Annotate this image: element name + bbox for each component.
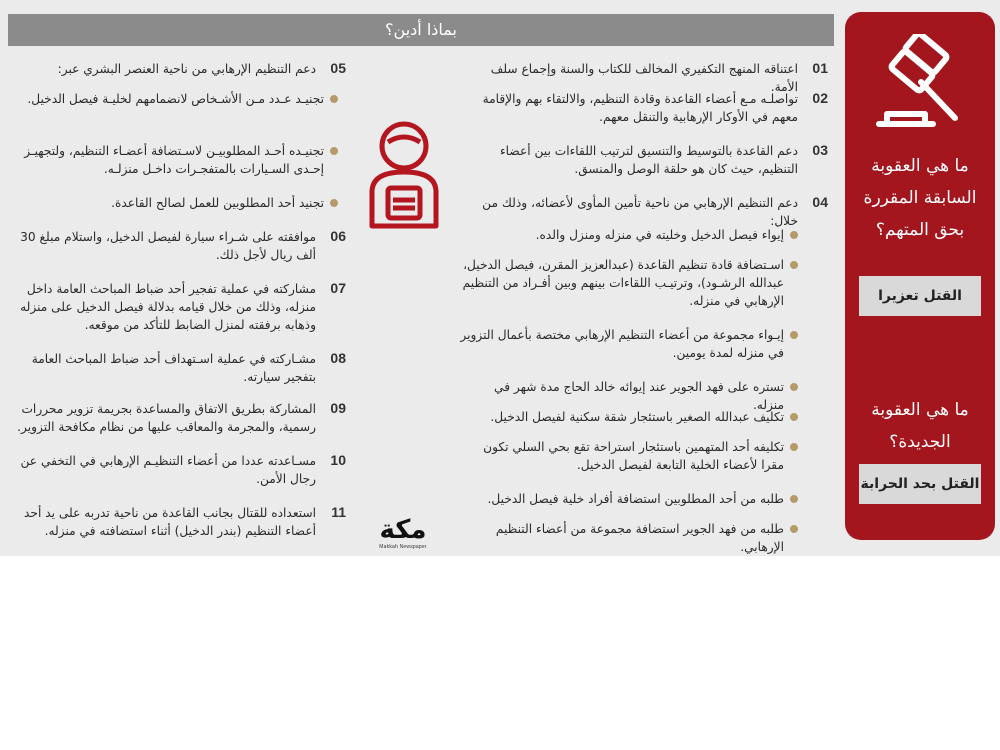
bullet-icon — [790, 383, 798, 391]
bullet-icon — [790, 261, 798, 269]
charge-number: 11 — [331, 504, 346, 520]
charge-item — [10, 400, 346, 436]
charge-number: 08 — [330, 350, 346, 366]
sub-item: تستره على فهد الجوير عند إيوائه خالد الحاج مدة شهر في منزله. — [460, 378, 828, 414]
charge-text: مشاركته في عملية تفجير أحد ضباط المباحث العامة داخل منزله، وذلك من خلال قيامه بدلالة فيصل الدخيل على منزله وذهابه برفقته لمنزل الضابط للتأكد من موقعه. — [20, 282, 316, 332]
charge-text: دعم التنظيم الإرهابي من ناحية العنصر البشري عبر: — [57, 62, 316, 76]
sub-item: تجنيـد عـدد مـن الأشـخاص لانضمامهم لخليـة فيصل الدخيل. — [10, 90, 346, 108]
charge-text: تواصلـه مـع أعضاء القاعدة وقادة التنظيم، والالتقاء بهم والإقامة معهم في الأوكار الإرهابية والتنقل معهم. — [482, 92, 798, 124]
previous-sentence-answer: القتل تعزيرا — [859, 276, 981, 316]
bullet-icon — [790, 525, 798, 533]
charge-number: 07 — [330, 280, 346, 296]
charge-item — [10, 228, 346, 264]
new-sentence-answer: القتل بحد الحرابة — [859, 464, 981, 504]
charge-text: المشاركة بطريق الاتفاق والمساعدة بجريمة تزوير محررات رسمية، والمجرمة والمعاقب عليها من نظام مكافحة التزوير. — [17, 402, 316, 434]
logo-mark: مكة — [379, 515, 427, 545]
charge-number: 06 — [330, 228, 346, 244]
charge-text: موافقته على شـراء سيارة لفيصل الدخيل، واستلام مبلغ 30 ألف ريال لأجل ذلك. — [20, 230, 316, 262]
charge-item — [10, 452, 346, 488]
bullet-icon — [790, 443, 798, 451]
charge-item — [10, 350, 346, 386]
sub-item: إيـواء مجموعة من أعضاء التنظيم الإرهابي مختصة بأعمال التزوير في منزله لمدة يومين. — [460, 326, 828, 362]
bullet-icon — [790, 331, 798, 339]
newspaper-logo — [364, 516, 442, 552]
sub-item: اسـتضافة قادة تنظيم القاعدة (عبدالعزيز المقرن، فيصل الدخيل، عبدالله الرشـود)، وترتيـب اللقاءات بينهم وبين أفـراد من التنظيم الإرهابي في منزله. — [460, 256, 828, 310]
charge-text: دعم القاعدة بالتوسيط والتنسيق لترتيب اللقاءات بين أعضاء التنظيم، حيث كان هو حلقة الوصل والمنسق. — [499, 144, 798, 176]
section-title: بماذا أدين؟ — [8, 14, 834, 46]
charge-text: مشـاركته في عملية اسـتهداف أحد ضباط المباحث العامة بتفجير سيارته. — [31, 352, 316, 384]
bullet-icon — [790, 413, 798, 421]
gavel-icon — [873, 34, 965, 134]
charge-item — [460, 194, 828, 230]
charge-number: 02 — [812, 90, 828, 106]
charge-number: 10 — [330, 452, 346, 468]
charge-item — [460, 90, 828, 126]
bullet-icon — [330, 95, 338, 103]
charge-text: مسـاعدته عددا من أعضاء التنظيـم الإرهابي في التخفي عن رجال الأمن. — [20, 454, 316, 486]
sub-item: طلبه من أحد المطلوبين استضافة أفراد خلية فيصل الدخيل. — [460, 490, 828, 508]
charge-number: 05 — [330, 60, 346, 76]
charge-number: 09 — [330, 400, 346, 416]
previous-sentence-question: ما هي العقوبة السابقة المقررة بحق المتهم؟ — [863, 156, 977, 240]
logo-tagline: Makkah Newspaper — [379, 544, 427, 550]
charge-text: اعتناقه المنهج التكفيري المخالف للكتاب والسنة وإجماع سلف الأمة. — [490, 62, 798, 94]
charge-item — [10, 60, 346, 78]
sentence-panel — [845, 12, 995, 540]
bullet-icon — [330, 147, 338, 155]
sub-item: إيواء فيصل الدخيل وخليته في منزله ومنزل والده. — [460, 226, 828, 244]
bullet-icon — [330, 199, 338, 207]
bullet-icon — [790, 231, 798, 239]
charge-number: 01 — [812, 60, 828, 76]
charge-item — [10, 280, 346, 334]
charge-item — [10, 504, 346, 540]
charge-text: استعداده للقتال بجانب القاعدة من ناحية تدربه على يد أحد أعضاء التنظيم (بندر الدخيل) أثناء استضافته في منزله. — [24, 506, 316, 538]
charge-text: دعم التنظيم الإرهابي من ناحية تأمين المأوى لأعضائه، وذلك من خلال: — [482, 196, 798, 228]
sub-item: تجنيد أحد المطلوبين للعمل لصالح القاعدة. — [10, 194, 346, 212]
charge-number: 03 — [812, 142, 828, 158]
sub-item: تجنيـده أحـد المطلوبيـن لاسـتضافة أعضـاء التنظيم، ولتجهيـز إحـدى السـيارات بالمتفجـرات داخـل منزلـه. — [10, 142, 346, 178]
sub-item: طلبه من فهد الجوير استضافة مجموعة من أعضاء التنظيم الإرهابي. — [460, 520, 828, 556]
sub-item: تكليف عبدالله الصغير باستئجار شقة سكنية لفيصل الدخيل. — [460, 408, 828, 426]
charge-item — [460, 142, 828, 178]
bullet-icon — [790, 495, 798, 503]
new-sentence-question: ما هي العقوبة الجديدة؟ — [871, 400, 969, 452]
sub-item: تكليفه أحد المتهمين باستئجار استراحة تقع بحي السلي تكون مقرا لأعضاء الخلية التابعة لفيصل الدخيل. — [460, 438, 828, 474]
prisoner-icon — [362, 118, 446, 230]
charge-number: 04 — [812, 194, 828, 210]
